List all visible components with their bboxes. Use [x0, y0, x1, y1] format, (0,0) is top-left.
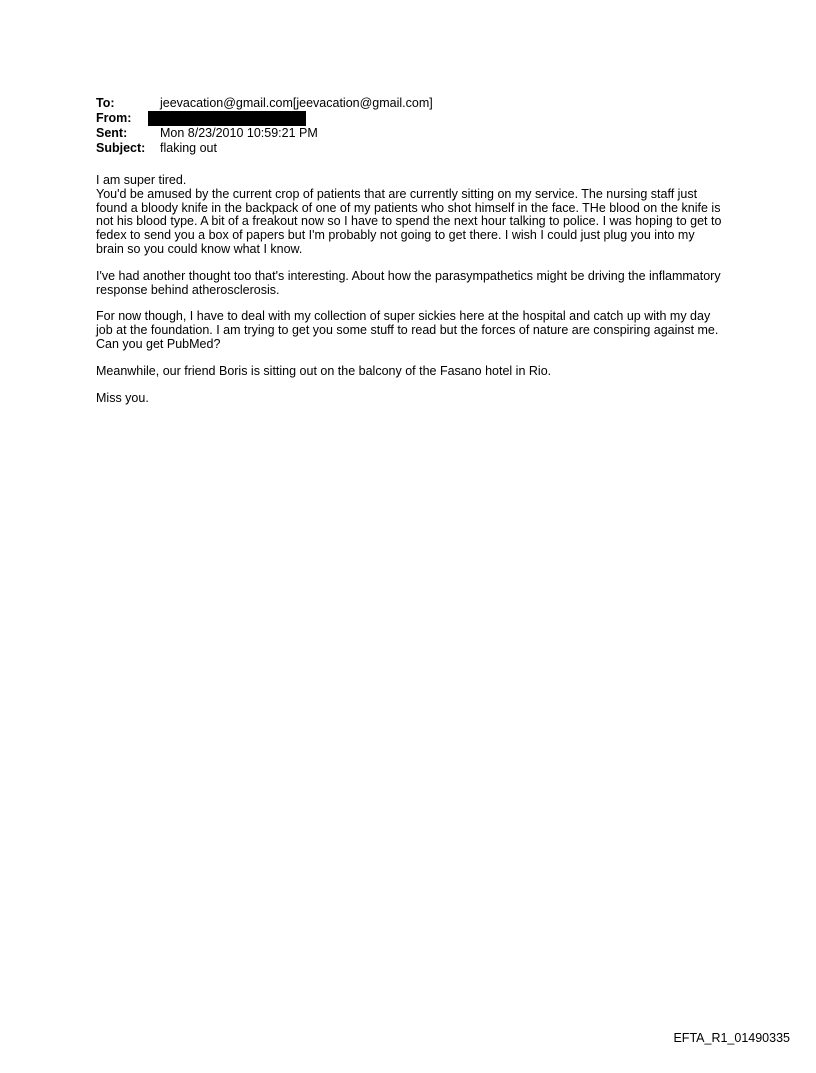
body-paragraph-4: Meanwhile, our friend Boris is sitting out on the balcony of the Fasano hotel in Rio.: [96, 363, 552, 378]
from-row: [96, 111, 736, 126]
sent-row: [96, 126, 736, 141]
redaction-bar: [148, 111, 306, 126]
sent-label: Sent:: [96, 126, 128, 140]
sent-value: Mon 8/23/2010 10:59:21 PM: [160, 126, 318, 140]
email-body: [96, 174, 724, 418]
subject-row: [96, 141, 736, 156]
to-row: [96, 96, 736, 111]
body-line-1: I am super tired.: [96, 173, 187, 187]
email-header: [96, 96, 736, 156]
subject-label: Subject:: [96, 141, 146, 155]
document-id: EFTA_R1_01490335: [673, 1031, 790, 1045]
body-paragraph-1: You'd be amused by the current crop of patients that are currently sitting on my service. The nursing staff just found a bloody knife in the backpack of one of my patients who shot himself in the face. THe blood on the knife is not his blood type. A bit of a freakout now so I have to spend the next hour talking to police. I was hoping to get to fedex to send you a box of papers but I'm probably not going to get there. I wish I could just plug you into my brain so you could know what I know.: [96, 186, 722, 256]
from-value: [160, 111, 736, 126]
body-paragraph-2: I've had another thought too that's interesting. About how the parasympathetics might be driving the inflammatory response behind atherosclerosis.: [96, 268, 721, 297]
body-paragraph-5: Miss you.: [96, 390, 149, 405]
body-paragraph-3: For now though, I have to deal with my collection of super sickies here at the hospital and catch up with my day job at the foundation. I am trying to get you some stuff to read but the forces of nature are conspiring against me. Can you get PubMed?: [96, 309, 719, 351]
to-value: jeevacation@gmail.com[jeevacation@gmail.com]: [160, 96, 433, 110]
from-label: From:: [96, 111, 132, 125]
to-label: To:: [96, 96, 115, 110]
subject-value: flaking out: [160, 141, 217, 155]
